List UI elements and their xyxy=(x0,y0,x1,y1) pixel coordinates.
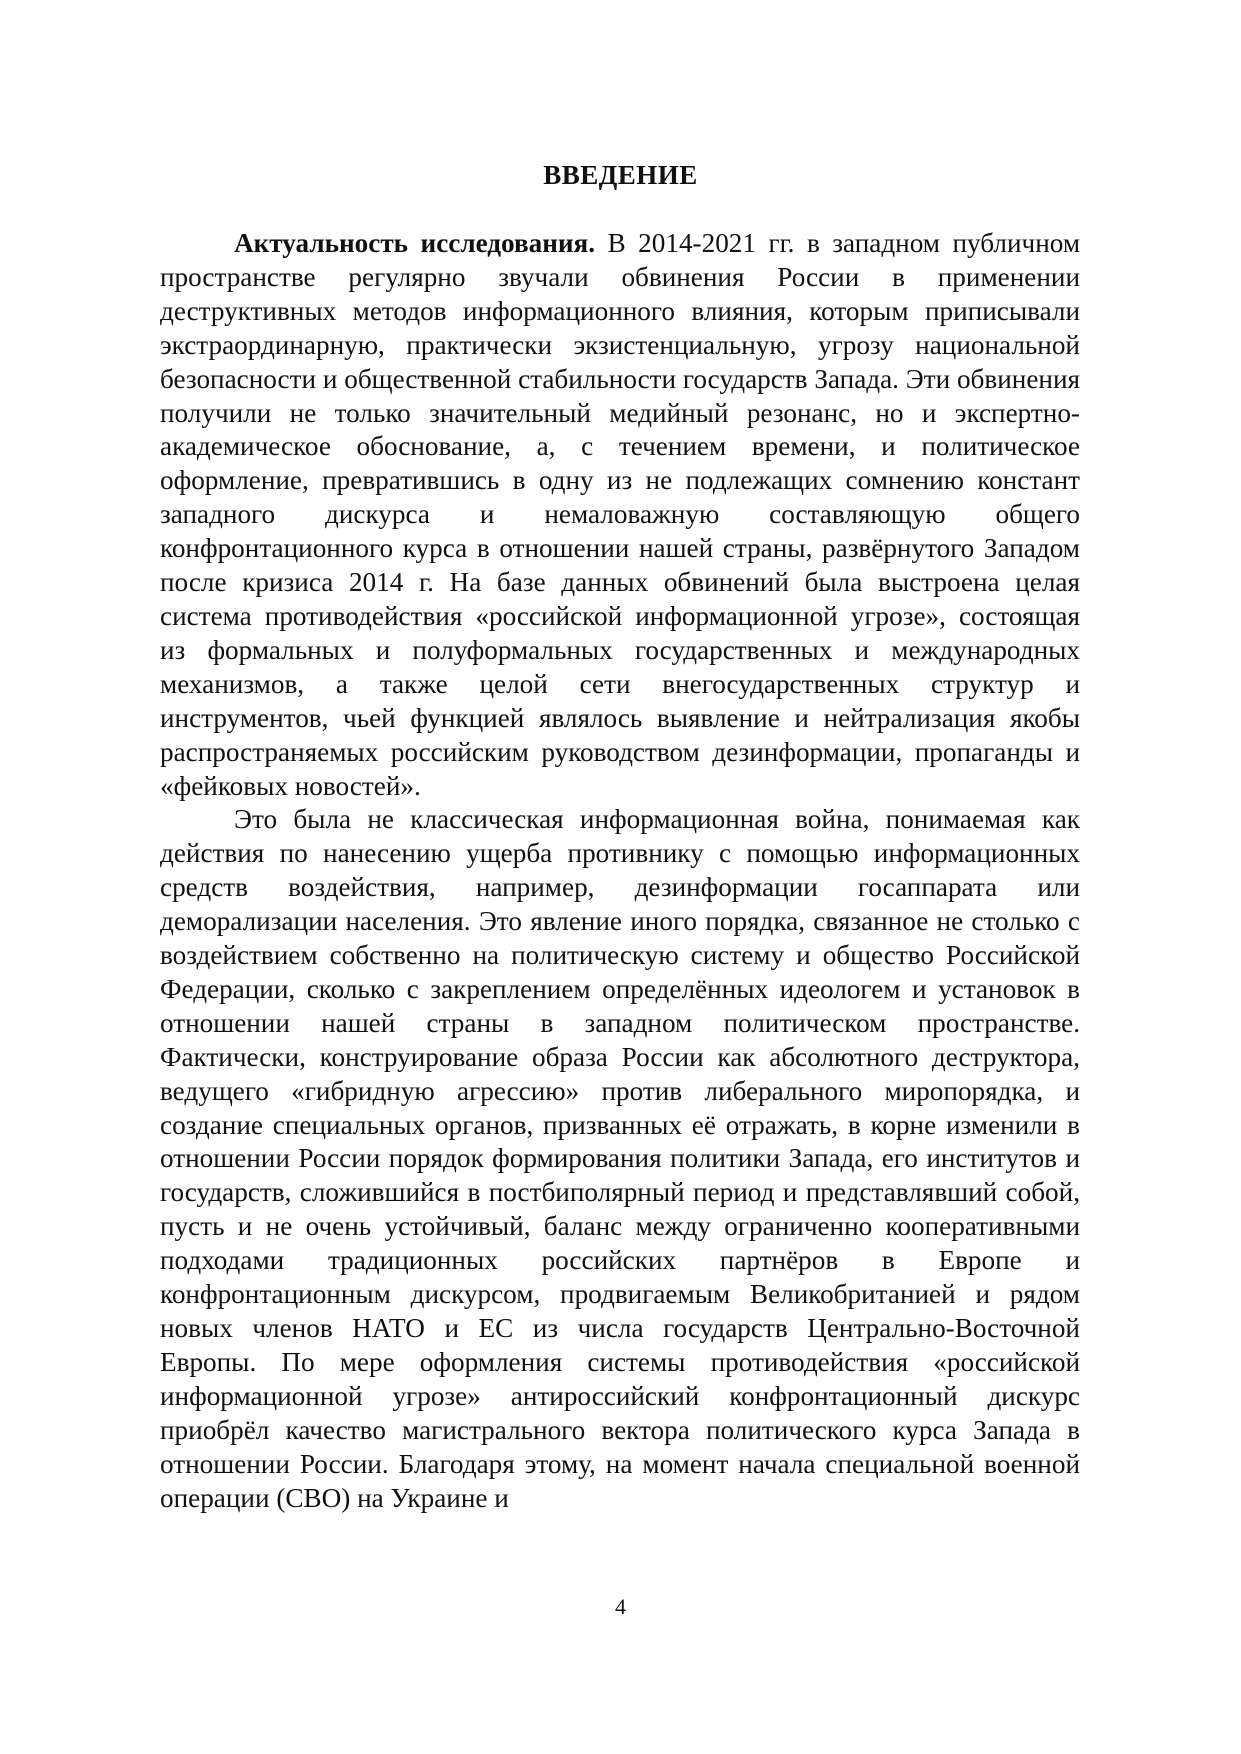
paragraph-information-war xyxy=(160,803,1080,1515)
paragraph-text: В 2014-2021 гг. в западном публичном пространстве регулярно звучали обвинения России в применении деструктивных методов информационного влияния, которым приписывали экстраординарную, практически экзистенциальную, угрозу национальной безопасности и общественной стабильности государств Запада. Эти обвинения получили не только значительный медийный резонанс, но и экспертно-академическое обоснование, а, с течением времени, и политическое оформление, превратившись в одну из не подлежащих сомнению констант западного дискурса и немаловажную составляющую общего конфронтационного курса в отношении нашей страны, развёрнутого Западом после кризиса 2014 г. На базе данных обвинений была выстроена целая система противодействия «российской информационной угрозе», состоящая из формальных и полуформальных государственных и международных механизмов, а также целой сети внегосударственных структур и инструментов, чьей функцией являлось выявление и нейтрализация якобы распространяемых российским руководством дезинформации, пропаганды и «фейковых новостей». xyxy=(160,228,1081,801)
paragraph-relevance xyxy=(160,227,1080,803)
paragraph-lead: Актуальность исследования. xyxy=(234,228,596,258)
section-heading: ВВЕДЕНИЕ xyxy=(543,160,698,190)
paragraph-text: Это была не классическая информационная война, понимаемая как действия по нанесению ущерба противнику с помощью информационных средств воздействия, например, дезинформации госаппарата или деморализации населения. Это явление иного порядка, связанное не столько с воздействием собственно на политическую систему и общество Российской Федерации, сколько с закреплением определённых идеологем и установок в отношении нашей страны в западном политическом пространстве. Фактически, конструирование образа России как абсолютного деструктора, ведущего «гибридную агрессию» против либерального миропорядка, и создание специальных органов, призванных её отражать, в корне изменили в отношении России порядок формирования политики Запада, его институтов и государств, сложившийся в постбиполярный период и представлявший собой, пусть и не очень устойчивый, баланс между ограниченно кооперативными подходами традиционных российских партнёров в Европе и конфронтационным дискурсом, продвигаемым Великобританией и рядом новых членов НАТО и ЕС из числа государств Центрально-Восточной Европы. По мере оформления системы противодействия «российской информационной угрозе» антироссийский конфронтационный дискурс приобрёл качество магистрального вектора политического курса Запада в отношении России. Благодаря этому, на момент начала специальной военной операции (СВО) на Украине и xyxy=(160,804,1080,1513)
page-number: 4 xyxy=(615,1594,626,1619)
body-text xyxy=(160,227,1080,1515)
